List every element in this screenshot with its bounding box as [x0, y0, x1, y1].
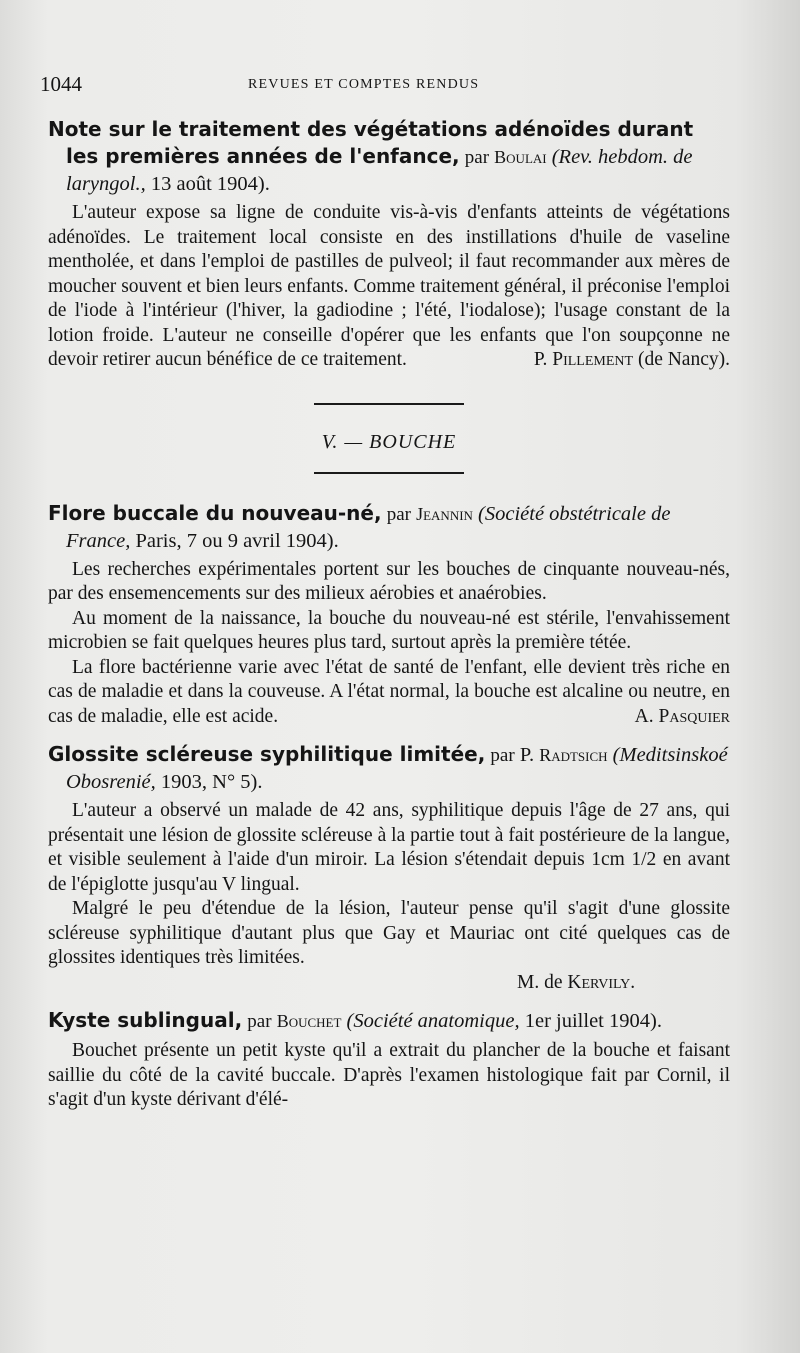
article-title: Kyste sublingual, — [48, 1008, 243, 1032]
article-source-date: 1er juillet 1904). — [524, 1010, 662, 1032]
article-kyste-sublingual — [48, 1007, 730, 1113]
article-title: Note sur le traitement des végétations adénoïdes durant les premières années de l'enfance, — [48, 117, 694, 168]
article-par: par — [490, 745, 515, 766]
article-par: par — [247, 1011, 272, 1032]
article-paragraph: Au moment de la naissance, la bouche du nouveau-né est stérile, l'envahissement microbien se fait quelques heures plus tard, surtout après la première tétée. — [48, 607, 730, 653]
article-paragraph: L'auteur expose sa ligne de conduite vis-à-vis d'enfants atteints de végétations adénoïdes. Le traitement local consiste en des instillations d'huile de vaseline mentholée, et dans l'emploi de pastilles de pulveol; il faut recommander aux mères de moucher souvent et bien leurs enfants. Comme traitement général, il préconise l'emploi de l'iode à l'intérieur (l'hiver, la gadiodine ; l'été, l'iodalose); l'usage constant de la lotion froide. L'auteur ne conseille d'opérer que les enfants que l'on soupçonne ne devoir retirer aucun bénéfice de ce traitement. P. Pillement (de Nancy). — [48, 201, 730, 373]
article-author: Boulai — [494, 147, 547, 167]
article-title-block — [48, 1007, 730, 1035]
article-title-block — [48, 116, 730, 197]
article-flore-buccale — [48, 500, 730, 730]
article-paragraph: Bouchet présente un petit kyste qu'il a extrait du plancher de la bouche et faisant saillie du côté de la cavité buccale. D'après l'examen histologique fait par Cornil, il s'agit d'un kyste dérivant d'élé- — [48, 1040, 730, 1110]
article-title-block — [48, 500, 730, 554]
article-author-initial: P. — [519, 744, 535, 766]
article-paragraph: La flore bactérienne varie avec l'état de santé de l'enfant, elle devient très riche en cas de maladie et dans la couveuse. A l'état normal, la bouche est alcaline ou neutre, en cas de maladie, elle est acide. A. Pasquier — [48, 656, 730, 730]
article-title: Glossite scléreuse syphilitique limitée, — [48, 742, 486, 766]
article-source: (Société obstétricale de France, — [66, 502, 671, 552]
article-author: Jeannin — [416, 503, 473, 524]
article-body — [48, 799, 730, 971]
article-paragraph: Malgré le peu d'étendue de la lésion, l'auteur pense qu'il s'agit d'une glossite scléreuse syphilitique d'autant plus que Gay et Mauriac ont cité quelques cas de glossites identiques très limitées. — [48, 898, 730, 968]
article-title-block — [48, 741, 730, 795]
article-author: Bouchet — [276, 1011, 342, 1031]
page-header — [40, 72, 760, 102]
article-signature: M. de Kervily. — [516, 971, 636, 993]
article-author: Radtsich — [539, 745, 608, 765]
article-title: Flore buccale du nouveau-né, — [48, 500, 382, 525]
article-glossite — [48, 741, 730, 995]
article-source-date: 13 août 1904). — [150, 173, 270, 195]
article-signature: P. Pillement (de Nancy). — [533, 349, 730, 370]
article-adenoid-vegetations — [48, 116, 730, 373]
page-number: 1044 — [40, 72, 82, 96]
article-source-date: Paris, 7 ou 9 avril 1904). — [135, 529, 339, 552]
running-head: REVUES ET COMPTES RENDUS — [248, 77, 480, 92]
article-source: (Rev. hebdom. de laryngol., — [66, 146, 693, 195]
section-heading: V. — BOUCHE — [321, 430, 457, 453]
article-paragraph: L'auteur a observé un malade de 42 ans, syphilitique depuis l'âge de 27 ans, qui présentait une lésion de glossite scléreuse à la partie tout à fait postérieure de la langue, et visible seulement à l'aide d'un miroir. La lésion s'étendait depuis 1cm 1/2 en avant de l'épiglotte jusqu'au V lingual. — [48, 800, 730, 895]
article-signature: A. Pasquier — [634, 705, 730, 727]
article-par: par — [464, 147, 490, 168]
article-paragraph: Les recherches expérimentales portent sur les bouches de cinquante nouveau-nés, par des ensemencements sur des milieux aérobies et anaérobies. — [48, 558, 730, 604]
article-body — [48, 1039, 730, 1113]
article-source: (Meditsinskoé Obosrenié, — [66, 744, 728, 793]
article-body — [48, 201, 730, 373]
page-content — [48, 116, 730, 1113]
article-par: par — [386, 503, 411, 525]
article-body — [48, 558, 730, 730]
article-source: (Société anatomique, — [346, 1010, 520, 1032]
article-source-date: 1903, N° 5). — [160, 771, 263, 793]
